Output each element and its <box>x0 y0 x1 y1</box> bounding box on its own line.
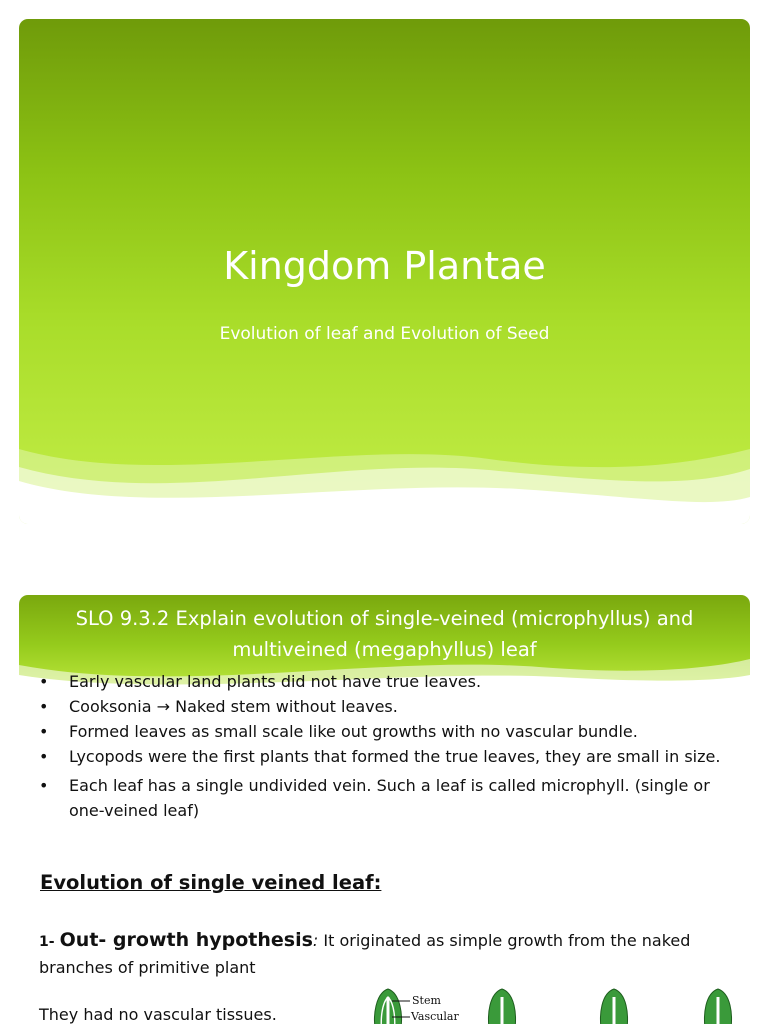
list-item: • Each leaf has a single undivided vein. Such a leaf is called microphyll. (single or one-veined leaf) <box>19 773 750 823</box>
slo-line-1: SLO 9.3.2 Explain evolution of single-veined (microphyllus) and <box>75 607 694 630</box>
hypothesis-paragraph <box>39 927 745 981</box>
slide-title: Kingdom Plantae <box>223 244 546 288</box>
leaf-shape-4 <box>705 989 732 1024</box>
hypothesis-colon: : <box>312 931 319 950</box>
bullet-icon: • <box>39 672 49 691</box>
slo-heading <box>29 603 740 665</box>
bullet-icon: • <box>39 776 49 795</box>
list-item: • Formed leaves as small scale like out growths with no vascular bundle. <box>19 719 750 744</box>
bullet-icon: • <box>39 697 49 716</box>
hypothesis-name: Out- growth hypothesis <box>59 929 313 951</box>
bullet-icon: • <box>39 747 49 766</box>
slo-line-2: multiveined (megaphyllus) leaf <box>232 638 537 661</box>
leaf-shape-1 <box>375 989 402 1024</box>
content-slide <box>19 595 750 1024</box>
leaf-shape-3 <box>601 989 628 1024</box>
hypothesis-number: 1- <box>39 934 55 950</box>
list-item: • Lycopods were the first plants that formed the true leaves, they are small in size. <box>19 744 750 769</box>
partial-text: They had no vascular tissues. <box>39 1005 277 1024</box>
hypothesis-text: It originated as simple growth from the naked branches of primitive plant <box>39 931 691 977</box>
section-heading: Evolution of single veined leaf: <box>40 871 382 894</box>
label-vascular: Vascular <box>411 1010 459 1023</box>
list-item: • Early vascular land plants did not have true leaves. <box>19 669 750 694</box>
leaf-shape-2 <box>489 989 516 1024</box>
slide-subtitle: Evolution of leaf and Evolution of Seed <box>219 324 550 344</box>
bullet-icon: • <box>39 722 49 741</box>
label-stem: Stem <box>412 994 441 1007</box>
bullet-list <box>19 669 750 823</box>
title-slide <box>19 19 750 524</box>
list-item: • Cooksonia → Naked stem without leaves. <box>19 694 750 719</box>
leaf-diagram <box>354 987 750 1024</box>
